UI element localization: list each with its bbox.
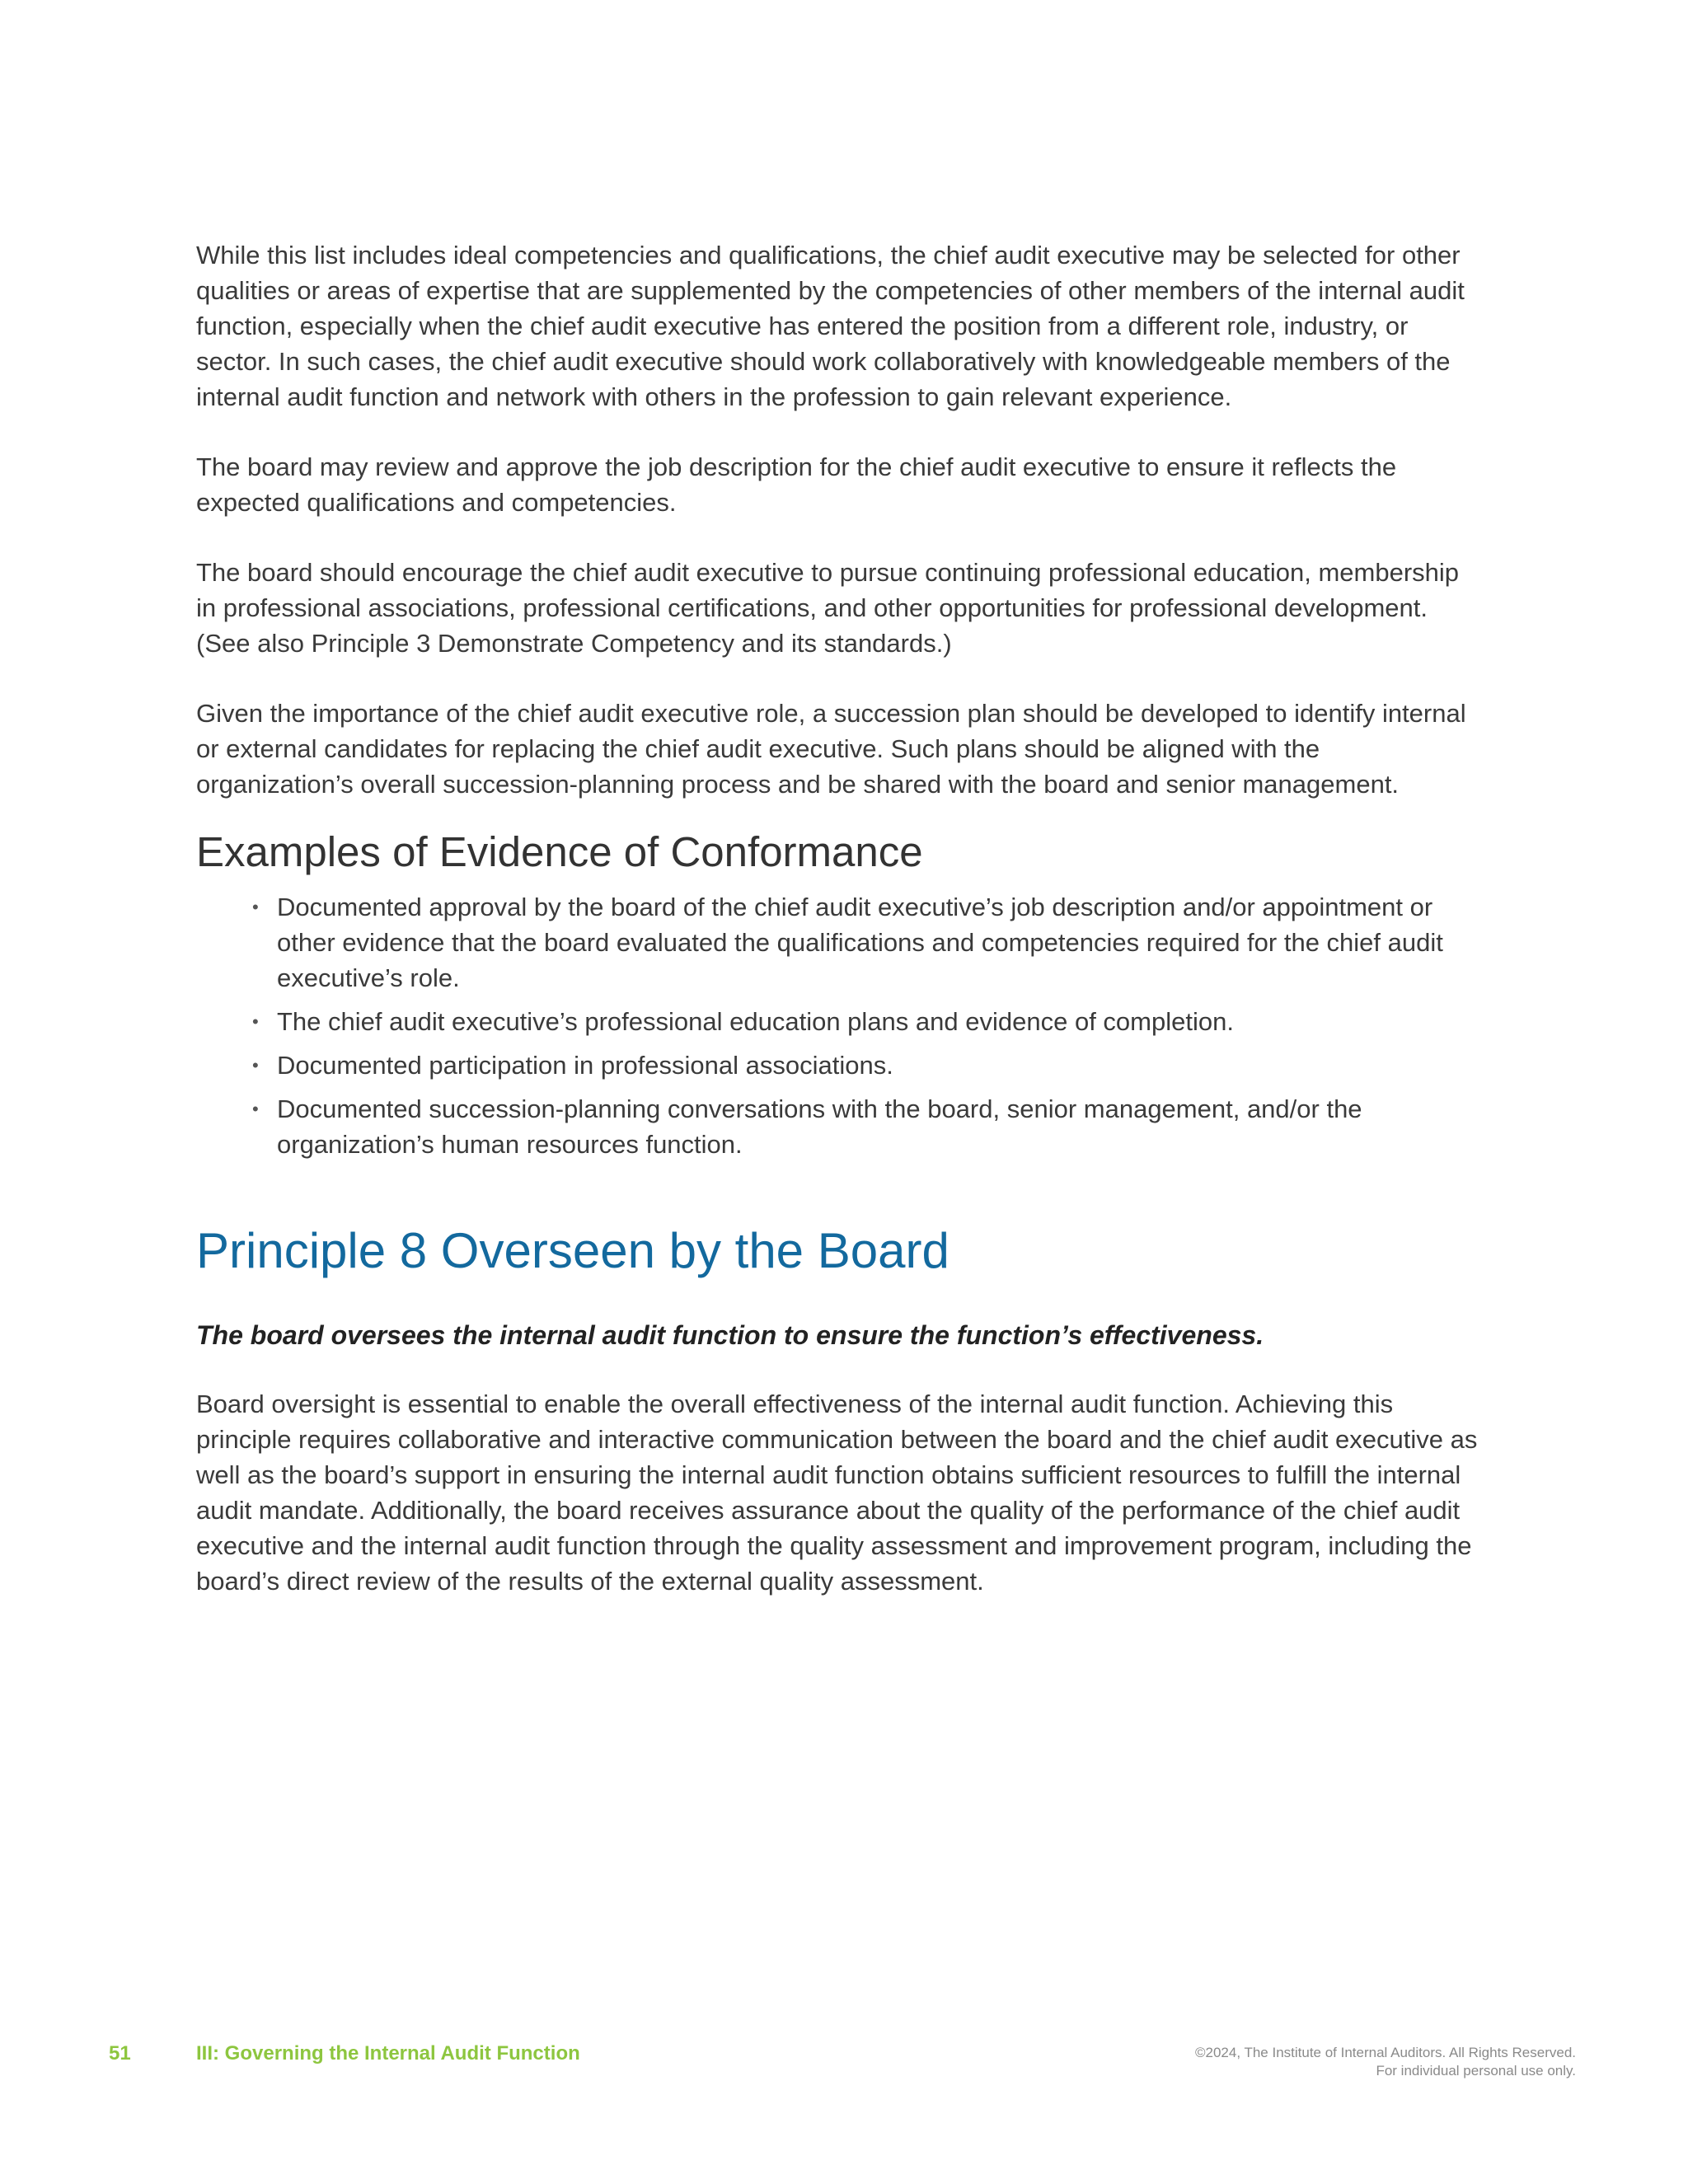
intro-paragraph-3: The board should encourage the chief audit executive to pursue continuing professional education, membership in professional associations, professional certifications, and other opportunities for professional development. (See also Principle 3 Demonstrate Competency and its standards.) xyxy=(196,558,1460,658)
copyright-notice xyxy=(1195,2044,1576,2080)
intro-paragraph-2: The board may review and approve the job description for the chief audit executive to ensure it reflects the expected qualifications and competencies. xyxy=(196,452,1397,517)
bullet-icon: • xyxy=(252,897,259,917)
list-item xyxy=(252,1047,1482,1083)
list-item-text: Documented participation in professional associations. xyxy=(277,1051,893,1080)
copyright-line-2: For individual personal use only. xyxy=(1376,2063,1576,2079)
intro-paragraph-1: While this list includes ideal competencies and qualifications, the chief audit executive may be selected for other qualities or areas of expertise that are supplemented by the competencies of other members of the internal audit function, especially when the chief audit executive has entered the position from a different role, industry, or sector. In such cases, the chief audit executive should work collaboratively with knowledgeable members of the internal audit function and network with others in the profession to gain relevant experience. xyxy=(196,241,1465,411)
footer-section-name: III: Governing the Internal Audit Function xyxy=(196,2042,580,2064)
bullet-icon: • xyxy=(252,1011,259,1032)
page-number: 51 xyxy=(109,2042,131,2064)
evidence-heading: Examples of Evidence of Conformance xyxy=(196,828,923,875)
list-item-text: Documented approval by the board of the chief audit executive’s job description and/or appointment or other evidence that the board evaluated the qualifications and competencies required for the chief audit executive’s role. xyxy=(277,893,1443,992)
bullet-icon: • xyxy=(252,1099,259,1119)
intro-paragraph-4: Given the importance of the chief audit executive role, a succession plan should be developed to identify internal or external candidates for replacing the chief audit executive. Such plans should be aligned with the organization’s overall succession-planning process and be shared with the board and senior management. xyxy=(196,699,1466,799)
list-item-text: Documented succession-planning conversations with the board, senior management, and/or the organization’s human resources function. xyxy=(277,1094,1362,1159)
page-footer xyxy=(0,2042,1688,2092)
principle-statement: The board oversees the internal audit function to ensure the function’s effectiveness. xyxy=(196,1320,1264,1350)
principle-title: Principle 8 Overseen by the Board xyxy=(196,1223,950,1278)
list-item xyxy=(252,1091,1482,1162)
list-item-text: The chief audit executive’s professional education plans and evidence of completion. xyxy=(277,1007,1234,1036)
bullet-icon: • xyxy=(252,1055,259,1076)
evidence-list xyxy=(196,889,1482,1162)
principle-body: Board oversight is essential to enable the overall effectiveness of the internal audit function. Achieving this principle requires collaborative and interactive communication between the board and the chief audit executive as well as the board’s support in ensuring the internal audit function obtains sufficient resources to fulfill the internal audit mandate. Additionally, the board receives assurance about the quality of the performance of the chief audit executive and the internal audit function through the quality assessment and improvement program, including the board’s direct review of the results of the external quality assessment. xyxy=(196,1390,1478,1596)
list-item xyxy=(252,1004,1482,1039)
copyright-line-1: ©2024, The Institute of Internal Auditors. All Rights Reserved. xyxy=(1194,2045,1576,2060)
page-content xyxy=(196,237,1482,1633)
list-item xyxy=(252,889,1482,996)
